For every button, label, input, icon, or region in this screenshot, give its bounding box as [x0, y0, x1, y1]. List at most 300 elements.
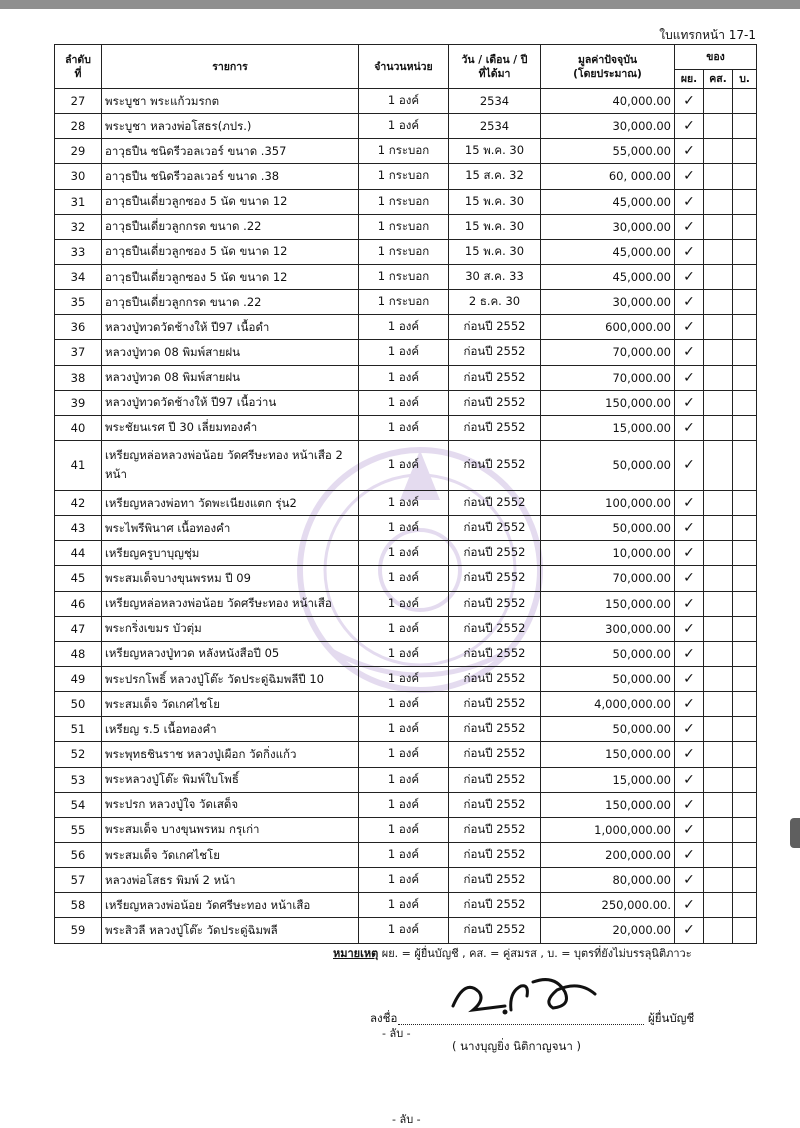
row-check-child	[733, 189, 757, 214]
row-no: 30	[55, 164, 102, 189]
table-row	[55, 440, 757, 490]
row-value: 300,000.00	[541, 616, 675, 641]
row-check-child	[733, 264, 757, 289]
row-item: หลวงพ่อโสธร พิมพ์ 2 หน้า	[102, 868, 359, 893]
row-item: อาวุธปืนเดี่ยวลูกกรด ขนาด .22	[102, 290, 359, 315]
row-check-child	[733, 89, 757, 114]
table-row	[55, 164, 757, 189]
row-check-child	[733, 767, 757, 792]
row-check-child	[733, 315, 757, 340]
row-check-child	[733, 164, 757, 189]
row-check-child	[733, 893, 757, 918]
row-no: 46	[55, 591, 102, 616]
row-check-declarant: ✓	[675, 214, 704, 239]
row-check-child	[733, 692, 757, 717]
row-value: 150,000.00	[541, 390, 675, 415]
row-qty: 1 องค์	[359, 742, 449, 767]
table-row	[55, 264, 757, 289]
row-item: เหรียญครูบาบุญชุ่ม	[102, 541, 359, 566]
row-check-declarant: ✓	[675, 742, 704, 767]
row-item: พระหลวงปู่โต๊ะ พิมพ์ใบโพธิ์	[102, 767, 359, 792]
row-date: ก่อนปี 2552	[449, 415, 541, 440]
row-check-declarant: ✓	[675, 918, 704, 943]
row-check-spouse	[704, 767, 733, 792]
row-check-child	[733, 290, 757, 315]
row-check-spouse	[704, 189, 733, 214]
row-item: หลวงปู่ทวด 08 พิมพ์สายฝน	[102, 365, 359, 390]
row-no: 41	[55, 440, 102, 490]
row-check-declarant: ✓	[675, 616, 704, 641]
asset-table	[54, 44, 757, 944]
row-qty: 1 องค์	[359, 365, 449, 390]
row-check-spouse	[704, 390, 733, 415]
row-item: พระบูชา พระแก้วมรกต	[102, 89, 359, 114]
scrollbar-thumb[interactable]	[790, 818, 800, 848]
row-check-child	[733, 868, 757, 893]
row-date: ก่อนปี 2552	[449, 842, 541, 867]
row-date: ก่อนปี 2552	[449, 692, 541, 717]
row-check-declarant: ✓	[675, 290, 704, 315]
row-check-spouse	[704, 541, 733, 566]
table-row	[55, 868, 757, 893]
row-qty: 1 องค์	[359, 842, 449, 867]
row-date: ก่อนปี 2552	[449, 440, 541, 490]
row-item: หลวงปู่ทวดวัดช้างให้ ปี97 เนื้อดำ	[102, 315, 359, 340]
row-value: 70,000.00	[541, 340, 675, 365]
row-check-spouse	[704, 692, 733, 717]
row-date: ก่อนปี 2552	[449, 868, 541, 893]
row-check-spouse	[704, 616, 733, 641]
row-item: เหรียญ ร.5 เนื้อทองคำ	[102, 717, 359, 742]
row-value: 30,000.00	[541, 214, 675, 239]
row-date: 15 พ.ค. 30	[449, 214, 541, 239]
row-no: 57	[55, 868, 102, 893]
row-item: อาวุธปืน ชนิดรีวอลเวอร์ ขนาด .357	[102, 139, 359, 164]
sign-trail: ผู้ยื่นบัญชี	[648, 1011, 695, 1025]
row-qty: 1 องค์	[359, 440, 449, 490]
signer-name: ( นางบุญยิ่ง นิติกาญจนา )	[452, 1039, 581, 1053]
row-date: ก่อนปี 2552	[449, 541, 541, 566]
row-no: 58	[55, 893, 102, 918]
signature-icon	[445, 966, 605, 1022]
row-qty: 1 องค์	[359, 692, 449, 717]
row-no: 32	[55, 214, 102, 239]
row-date: ก่อนปี 2552	[449, 641, 541, 666]
row-check-spouse	[704, 566, 733, 591]
row-check-declarant: ✓	[675, 893, 704, 918]
row-check-child	[733, 792, 757, 817]
row-qty: 1 องค์	[359, 89, 449, 114]
row-item: พระบูชา หลวงพ่อโสธร(ภปร.)	[102, 114, 359, 139]
row-date: ก่อนปี 2552	[449, 315, 541, 340]
row-qty: 1 องค์	[359, 893, 449, 918]
row-no: 36	[55, 315, 102, 340]
table-row	[55, 490, 757, 515]
row-qty: 1 องค์	[359, 792, 449, 817]
row-check-declarant: ✓	[675, 189, 704, 214]
table-row	[55, 89, 757, 114]
row-value: 50,000.00	[541, 516, 675, 541]
row-value: 4,000,000.00	[541, 692, 675, 717]
row-value: 100,000.00	[541, 490, 675, 515]
header-owner: ของ	[675, 45, 757, 70]
row-check-spouse	[704, 842, 733, 867]
row-date: ก่อนปี 2552	[449, 365, 541, 390]
row-no: 37	[55, 340, 102, 365]
row-date: ก่อนปี 2552	[449, 490, 541, 515]
row-qty: 1 กระบอก	[359, 139, 449, 164]
row-check-child	[733, 365, 757, 390]
row-check-child	[733, 114, 757, 139]
row-no: 59	[55, 918, 102, 943]
row-check-declarant: ✓	[675, 340, 704, 365]
row-check-spouse	[704, 264, 733, 289]
row-check-spouse	[704, 893, 733, 918]
row-check-declarant: ✓	[675, 490, 704, 515]
row-date: ก่อนปี 2552	[449, 340, 541, 365]
row-qty: 1 องค์	[359, 340, 449, 365]
row-date: ก่อนปี 2552	[449, 893, 541, 918]
table-row	[55, 717, 757, 742]
table-row	[55, 591, 757, 616]
signature-stamp: - ลับ -	[382, 1027, 411, 1040]
table-row	[55, 842, 757, 867]
row-no: 52	[55, 742, 102, 767]
row-date: ก่อนปี 2552	[449, 717, 541, 742]
row-item: พระชัยนเรศ ปี 30 เลี่ยมทองคำ	[102, 415, 359, 440]
remark-text: ผย. = ผู้ยื่นบัญชี , คส. = คู่สมรส , บ. = บุตรที่ยังไม่บรรลุนิติภาวะ	[378, 947, 692, 960]
header-item: รายการ	[102, 45, 359, 89]
row-check-declarant: ✓	[675, 315, 704, 340]
row-date: ก่อนปี 2552	[449, 817, 541, 842]
row-check-child	[733, 239, 757, 264]
row-check-child	[733, 641, 757, 666]
row-no: 31	[55, 189, 102, 214]
row-check-child	[733, 340, 757, 365]
row-check-declarant: ✓	[675, 767, 704, 792]
row-check-declarant: ✓	[675, 114, 704, 139]
row-check-child	[733, 490, 757, 515]
row-qty: 1 กระบอก	[359, 189, 449, 214]
row-check-declarant: ✓	[675, 239, 704, 264]
row-check-declarant: ✓	[675, 390, 704, 415]
row-check-spouse	[704, 591, 733, 616]
row-check-child	[733, 566, 757, 591]
row-check-spouse	[704, 365, 733, 390]
row-value: 50,000.00	[541, 641, 675, 666]
row-value: 45,000.00	[541, 239, 675, 264]
row-check-spouse	[704, 89, 733, 114]
row-check-spouse	[704, 817, 733, 842]
table-row	[55, 189, 757, 214]
row-check-child	[733, 842, 757, 867]
row-qty: 1 กระบอก	[359, 239, 449, 264]
row-value: 600,000.00	[541, 315, 675, 340]
row-qty: 1 องค์	[359, 390, 449, 415]
row-item: หลวงปู่ทวด 08 พิมพ์สายฝน	[102, 340, 359, 365]
row-qty: 1 องค์	[359, 817, 449, 842]
row-check-declarant: ✓	[675, 365, 704, 390]
row-check-child	[733, 214, 757, 239]
row-check-spouse	[704, 792, 733, 817]
row-item: อาวุธปืนเดี่ยวลูกซอง 5 นัด ขนาด 12	[102, 239, 359, 264]
row-item: อาวุธปืนเดี่ยวลูกกรด ขนาด .22	[102, 214, 359, 239]
row-date: ก่อนปี 2552	[449, 616, 541, 641]
row-check-child	[733, 666, 757, 691]
row-qty: 1 กระบอก	[359, 290, 449, 315]
row-check-spouse	[704, 315, 733, 340]
row-value: 200,000.00	[541, 842, 675, 867]
table-row	[55, 365, 757, 390]
row-check-declarant: ✓	[675, 792, 704, 817]
row-date: 2534	[449, 114, 541, 139]
row-value: 50,000.00	[541, 666, 675, 691]
row-value: 15,000.00	[541, 415, 675, 440]
row-item: พระสมเด็จ วัดเกศไชโย	[102, 692, 359, 717]
row-check-child	[733, 817, 757, 842]
table-body	[55, 89, 757, 944]
row-date: 2534	[449, 89, 541, 114]
row-value: 20,000.00	[541, 918, 675, 943]
row-item: เหรียญหล่อหลวงพ่อน้อย วัดศรีษะทอง หน้าเสือ	[102, 591, 359, 616]
row-date: 15 พ.ค. 30	[449, 239, 541, 264]
row-no: 51	[55, 717, 102, 742]
header-qty: จำนวนหน่วย	[359, 45, 449, 89]
header-owner-spouse: คส.	[704, 70, 733, 89]
row-value: 50,000.00	[541, 440, 675, 490]
table-row	[55, 239, 757, 264]
row-check-declarant: ✓	[675, 264, 704, 289]
row-qty: 1 องค์	[359, 114, 449, 139]
row-value: 45,000.00	[541, 189, 675, 214]
row-item: เหรียญหลวงพ่อทา วัดพะเนียงแตก รุ่น2	[102, 490, 359, 515]
row-value: 15,000.00	[541, 767, 675, 792]
header-date: วัน / เดือน / ปี ที่ได้มา	[449, 45, 541, 89]
row-value: 150,000.00	[541, 792, 675, 817]
row-check-spouse	[704, 114, 733, 139]
table-row	[55, 893, 757, 918]
row-check-child	[733, 717, 757, 742]
row-check-declarant: ✓	[675, 591, 704, 616]
row-item: หลวงปู่ทวดวัดช้างให้ ปี97 เนื้อว่าน	[102, 390, 359, 415]
header-owner-declarant: ผย.	[675, 70, 704, 89]
row-value: 80,000.00	[541, 868, 675, 893]
row-check-spouse	[704, 164, 733, 189]
row-item: พระปรก หลวงปู่ใจ วัดเสด็จ	[102, 792, 359, 817]
row-qty: 1 องค์	[359, 415, 449, 440]
row-check-spouse	[704, 239, 733, 264]
row-check-declarant: ✓	[675, 415, 704, 440]
table-row	[55, 616, 757, 641]
row-qty: 1 องค์	[359, 541, 449, 566]
row-date: ก่อนปี 2552	[449, 390, 541, 415]
table-row	[55, 340, 757, 365]
row-value: 150,000.00	[541, 591, 675, 616]
row-check-spouse	[704, 440, 733, 490]
row-no: 54	[55, 792, 102, 817]
row-item: พระสมเด็จ บางขุนพรหม กรุเก่า	[102, 817, 359, 842]
row-qty: 1 องค์	[359, 868, 449, 893]
row-item: พระสมเด็จ วัดเกศไชโย	[102, 842, 359, 867]
row-value: 40,000.00	[541, 89, 675, 114]
row-check-spouse	[704, 717, 733, 742]
row-item: พระไพรีพินาศ เนื้อทองคำ	[102, 516, 359, 541]
row-check-declarant: ✓	[675, 666, 704, 691]
table-row	[55, 516, 757, 541]
row-check-child	[733, 390, 757, 415]
remark	[333, 944, 692, 962]
row-check-child	[733, 742, 757, 767]
row-check-spouse	[704, 918, 733, 943]
row-value: 70,000.00	[541, 365, 675, 390]
row-check-spouse	[704, 290, 733, 315]
row-qty: 1 กระบอก	[359, 164, 449, 189]
row-date: 15 พ.ค. 30	[449, 189, 541, 214]
row-value: 10,000.00	[541, 541, 675, 566]
row-check-spouse	[704, 666, 733, 691]
row-item: พระสมเด็จบางขุนพรหม ปี 09	[102, 566, 359, 591]
table-row	[55, 390, 757, 415]
row-no: 39	[55, 390, 102, 415]
table-row	[55, 792, 757, 817]
row-date: ก่อนปี 2552	[449, 666, 541, 691]
row-qty: 1 กระบอก	[359, 214, 449, 239]
row-value: 70,000.00	[541, 566, 675, 591]
row-item: อาวุธปืนเดี่ยวลูกซอง 5 นัด ขนาด 12	[102, 264, 359, 289]
row-check-declarant: ✓	[675, 817, 704, 842]
row-qty: 1 องค์	[359, 490, 449, 515]
footer-stamp: - ลับ -	[392, 1113, 421, 1126]
row-no: 56	[55, 842, 102, 867]
row-check-spouse	[704, 868, 733, 893]
row-check-declarant: ✓	[675, 717, 704, 742]
row-check-declarant: ✓	[675, 516, 704, 541]
row-no: 45	[55, 566, 102, 591]
header-no: ลำดับ ที่	[55, 45, 102, 89]
row-item: พระสิวลี หลวงปู่โต๊ะ วัดประดู่ฉิมพลี	[102, 918, 359, 943]
row-date: ก่อนปี 2552	[449, 767, 541, 792]
row-no: 47	[55, 616, 102, 641]
row-no: 33	[55, 239, 102, 264]
table-row	[55, 767, 757, 792]
row-check-spouse	[704, 742, 733, 767]
row-value: 55,000.00	[541, 139, 675, 164]
row-qty: 1 องค์	[359, 717, 449, 742]
row-date: ก่อนปี 2552	[449, 591, 541, 616]
row-no: 43	[55, 516, 102, 541]
table-row	[55, 817, 757, 842]
table-row	[55, 666, 757, 691]
row-item: อาวุธปืนเดี่ยวลูกซอง 5 นัด ขนาด 12	[102, 189, 359, 214]
row-no: 40	[55, 415, 102, 440]
row-date: ก่อนปี 2552	[449, 566, 541, 591]
row-check-child	[733, 918, 757, 943]
row-item: เหรียญหลวงพ่อน้อย วัดศรีษะทอง หน้าเสือ	[102, 893, 359, 918]
viewer-top-bar	[0, 0, 800, 9]
row-no: 48	[55, 641, 102, 666]
table-row	[55, 541, 757, 566]
row-value: 1,000,000.00	[541, 817, 675, 842]
row-no: 53	[55, 767, 102, 792]
row-value: 30,000.00	[541, 114, 675, 139]
row-value: 45,000.00	[541, 264, 675, 289]
row-check-spouse	[704, 641, 733, 666]
row-check-child	[733, 516, 757, 541]
row-qty: 1 องค์	[359, 566, 449, 591]
table-row	[55, 214, 757, 239]
row-qty: 1 องค์	[359, 641, 449, 666]
row-check-declarant: ✓	[675, 139, 704, 164]
row-check-child	[733, 616, 757, 641]
row-check-child	[733, 591, 757, 616]
row-check-spouse	[704, 490, 733, 515]
row-check-spouse	[704, 214, 733, 239]
row-check-declarant: ✓	[675, 641, 704, 666]
row-no: 34	[55, 264, 102, 289]
row-qty: 1 องค์	[359, 591, 449, 616]
signature-line	[398, 1024, 644, 1025]
row-no: 29	[55, 139, 102, 164]
row-qty: 1 องค์	[359, 616, 449, 641]
row-check-child	[733, 440, 757, 490]
row-date: 2 ธ.ค. 30	[449, 290, 541, 315]
row-value: 60, 000.00	[541, 164, 675, 189]
row-no: 27	[55, 89, 102, 114]
page-reference: ใบแทรกหน้า 17-1	[659, 28, 756, 42]
row-date: 15 พ.ค. 30	[449, 139, 541, 164]
sign-lead: ลงชื่อ	[370, 1011, 398, 1025]
row-no: 42	[55, 490, 102, 515]
row-value: 30,000.00	[541, 290, 675, 315]
table-row	[55, 415, 757, 440]
row-check-declarant: ✓	[675, 868, 704, 893]
table-row	[55, 742, 757, 767]
row-item: พระกริ่งเขมร บัวตุ่ม	[102, 616, 359, 641]
row-check-child	[733, 139, 757, 164]
row-item: พระพุทธชินราช หลวงปู่เผือก วัดกิ่งแก้ว	[102, 742, 359, 767]
row-check-spouse	[704, 415, 733, 440]
row-no: 49	[55, 666, 102, 691]
remark-label: หมายเหตุ	[333, 947, 379, 960]
row-date: 15 ส.ค. 32	[449, 164, 541, 189]
table-row	[55, 918, 757, 943]
header-value: มูลค่าปัจจุบัน (โดยประมาณ)	[541, 45, 675, 89]
row-date: 30 ส.ค. 33	[449, 264, 541, 289]
row-qty: 1 กระบอก	[359, 264, 449, 289]
row-check-declarant: ✓	[675, 842, 704, 867]
row-check-declarant: ✓	[675, 440, 704, 490]
table-row	[55, 114, 757, 139]
table-row	[55, 566, 757, 591]
row-qty: 1 องค์	[359, 666, 449, 691]
row-value: 150,000.00	[541, 742, 675, 767]
row-qty: 1 องค์	[359, 918, 449, 943]
row-check-spouse	[704, 516, 733, 541]
header-owner-child: บ.	[733, 70, 757, 89]
row-qty: 1 องค์	[359, 767, 449, 792]
row-no: 38	[55, 365, 102, 390]
row-check-declarant: ✓	[675, 164, 704, 189]
row-check-declarant: ✓	[675, 541, 704, 566]
row-item: เหรียญหลวงปู่ทวด หลังหนังสือปี 05	[102, 641, 359, 666]
row-no: 28	[55, 114, 102, 139]
row-date: ก่อนปี 2552	[449, 516, 541, 541]
row-item: พระปรกโพธิ์ หลวงปู่โต๊ะ วัดประดู่ฉิมพลีปี 10	[102, 666, 359, 691]
row-no: 50	[55, 692, 102, 717]
table-row	[55, 290, 757, 315]
row-check-declarant: ✓	[675, 89, 704, 114]
row-item: เหรียญหล่อหลวงพ่อน้อย วัดศรีษะทอง หน้าเสือ 2 หน้า	[102, 440, 359, 490]
